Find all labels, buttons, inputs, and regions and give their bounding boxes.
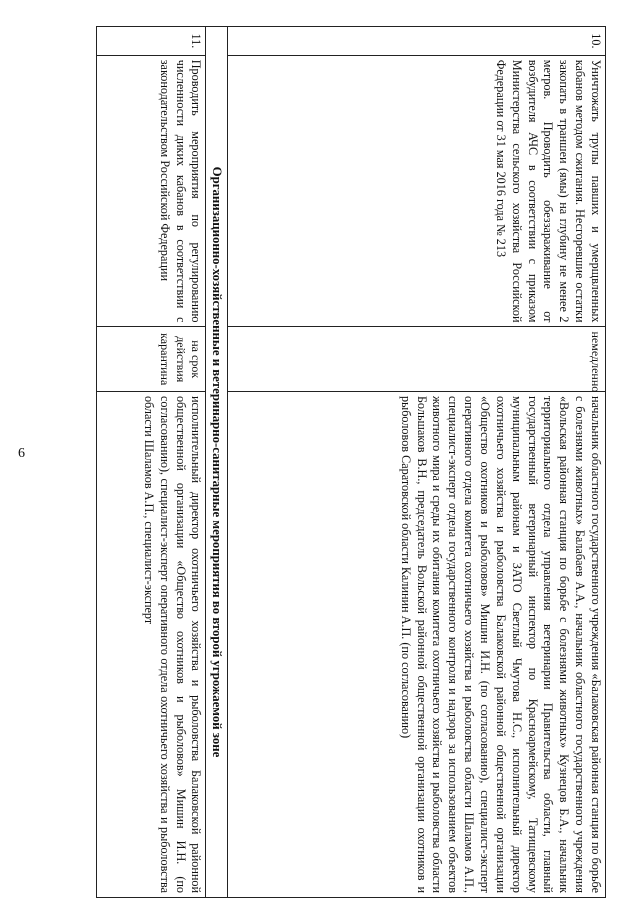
responsible-text: исполнительный директор охотничьего хозяйства и рыболовства Балаковской районной общественной организации «Общество охотников и рыболовов» Мишин И.Н. (по согласованию), специалист-эксперт оперативного отдела охотничьего хозяйства и рыболовства области Шаламов А.П., специалист-эксперт [97, 391, 206, 897]
term-line: карантина [158, 333, 173, 386]
section-header-row [206, 27, 228, 898]
table-row-11 [97, 27, 206, 898]
term-line: действия [173, 336, 188, 383]
measures-table [96, 26, 606, 898]
page-number: 6 [18, 446, 25, 461]
term-line: на срок [189, 340, 204, 379]
measure-text: Уничтожать трупы павших и умерщвленных кабанов методом сжигания. Несгоревшие остатки закопать в траншеи (ямы) на глубину не менее 2 метров. Проводить обеззараживание от возбудителя АЧС в соответствии с приказом Министерства сельского хозяйства Российской Федерации от 31 мая 2016 года № 213 [228, 55, 606, 327]
rotated-table-page [96, 26, 606, 898]
term-text [97, 327, 206, 391]
table-row-10 [228, 27, 606, 898]
term-text: немедленно [228, 327, 606, 391]
row-number: 10. [228, 27, 606, 56]
responsible-text: начальник областного государственного учреждения «Балаковская районная станция по борьбе с болезнями животных» Балабаев А.А., начальник областного государственного учреждения «Вольская районная станция по борьбе с болезнями животных» Кузнецов Б.А., начальник территориального отдела управления ветеринарии Правительства области, главный государственный ветеринарный инспектор по Красноармейскому, Татищевскому муниципальным районам и ЗАТО Светлый Чмутова Н.С., исполнительный директор охотничьего хозяйства и рыболовства Балаковской районной общественной организации «Общество охотников и рыболовов» Мишин И.Н. (по согласованию), специалист-эксперт оперативного отдела комитета охотничьего хозяйства и рыболовства области Шаламов А.П., специалист-эксперт отдела государственного контроля и надзора за использованием объектов животного мира и среды их обитания комитета охотничьего хозяйства и рыболовства области Большаков В.Н., председатель Вольской районной общественной организации охотников и рыболовов Саратовской области Калинин А.П. (по согласованию) [228, 391, 606, 897]
measure-text: Проводить мероприятия по регулированию численности диких кабанов в соответствии с законодательством Российской Федерации [97, 55, 206, 327]
section-title: Организационно-хозяйственные и ветеринарно-санитарные мероприятия во второй угрожаемой зоне [206, 27, 228, 898]
row-number: 11. [97, 27, 206, 56]
